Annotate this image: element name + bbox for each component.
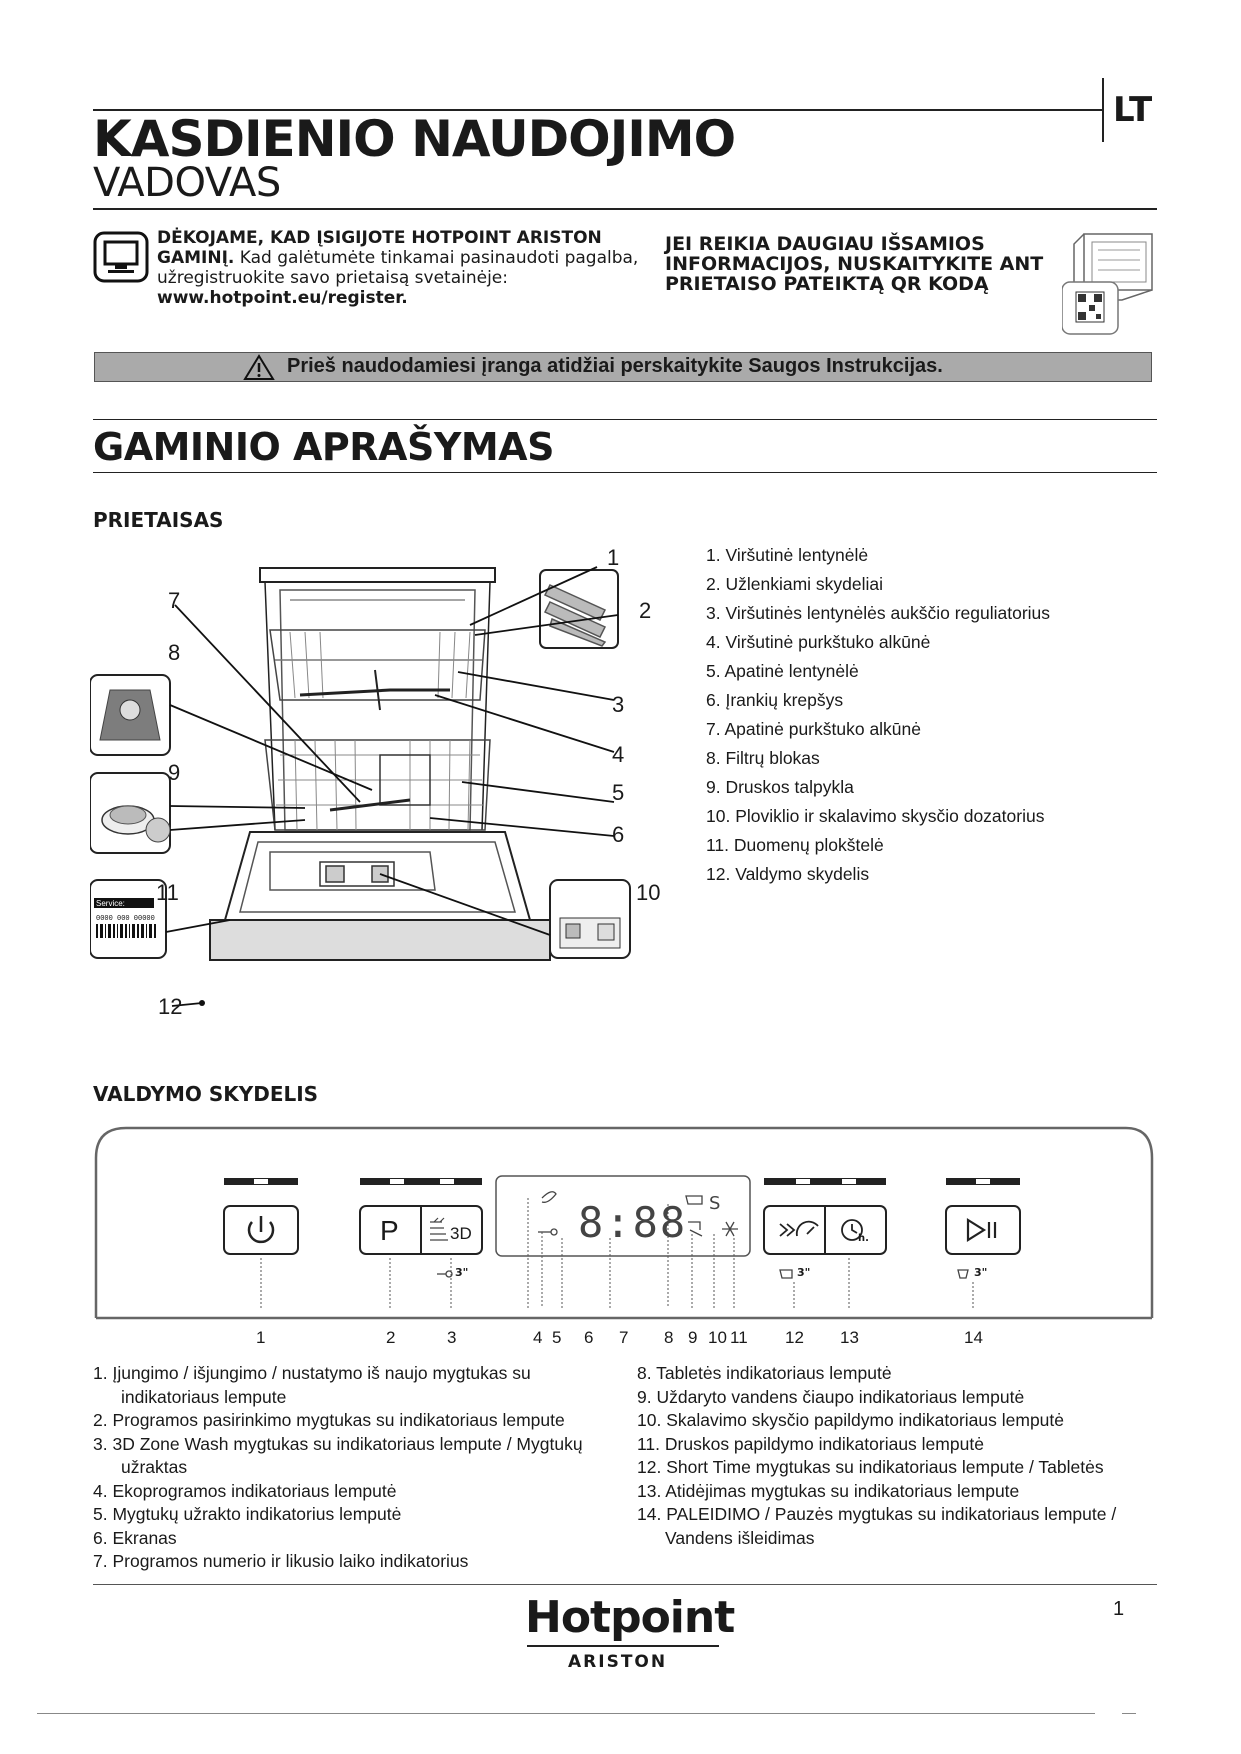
- controls-list-right: [637, 1362, 1157, 1550]
- controls-list-left: [93, 1362, 633, 1574]
- warning-triangle-icon: [243, 354, 275, 381]
- callout-5: 5: [612, 780, 625, 805]
- rating-plate-label: Service:: [96, 899, 125, 908]
- callout-7: 7: [168, 588, 181, 613]
- panel-callout-13: 13: [840, 1328, 859, 1347]
- callout-12: 12: [158, 994, 183, 1019]
- appliance-heading: PRIETAISAS: [93, 508, 224, 532]
- drain-hint: 3": [974, 1266, 988, 1279]
- panel-callout-2: 2: [386, 1328, 396, 1347]
- list-item: 10. Skalavimo skysčio papildymo indikatoriaus lemputė: [637, 1410, 1065, 1430]
- program-button-label[interactable]: P: [380, 1215, 399, 1246]
- list-item: 5. Apatinė lentynėlė: [706, 661, 859, 681]
- footer-bottom-rule: [37, 1713, 1095, 1714]
- list-item: 4. Viršutinė purkštuko alkūnė: [706, 632, 931, 652]
- list-item: 8. Filtrų blokas: [706, 748, 820, 768]
- list-item: 9. Uždaryto vandens čiaupo indikatoriaus lemputė: [637, 1386, 1025, 1407]
- panel-callout-10: 10: [708, 1328, 727, 1347]
- list-item: 3. 3D Zone Wash mygtukas su indikatoriaus lempute / Mygtukų užraktas: [93, 1433, 583, 1477]
- list-item: 12. Short Time mygtukas su indikatoriaus lempute / Tabletės: [637, 1457, 1104, 1477]
- section-bottom-rule: [93, 472, 1157, 473]
- lock-hint: 3": [455, 1266, 469, 1279]
- list-item: 2. Užlenkiami skydeliai: [706, 574, 884, 594]
- callout-9: 9: [168, 760, 181, 785]
- zone-wash-button-label[interactable]: 3D: [450, 1224, 472, 1243]
- list-item: 7. Apatinė purkštuko alkūnė: [706, 719, 922, 739]
- list-item: 4. Ekoprogramos indikatoriaus lemputė: [93, 1480, 397, 1501]
- panel-callout-7: 7: [619, 1328, 629, 1347]
- list-item: 8. Tabletės indikatoriaus lemputė: [637, 1363, 892, 1383]
- control-panel-heading: VALDYMO SKYDELIS: [93, 1082, 319, 1106]
- list-item: 14. PALEIDIMO / Pauzės mygtukas su indikatoriaus lempute / Vandens išleidimas: [637, 1504, 1117, 1548]
- list-item: 3. Viršutinės lentynėlės aukščio reguliatorius: [706, 603, 1051, 623]
- section-top-rule: [93, 419, 1157, 420]
- list-item: 6. Įrankių krepšys: [706, 690, 844, 710]
- panel-callout-5: 5: [552, 1328, 562, 1347]
- panel-callout-8: 8: [664, 1328, 674, 1347]
- safety-warning-text: Prieš naudodamiesi įranga atidžiai perskaitykite Saugos Instrukcijas.: [287, 355, 943, 377]
- list-item: 9. Druskos talpykla: [706, 777, 854, 797]
- page-number: 1: [1113, 1598, 1125, 1620]
- list-item: 2. Programos pasirinkimo mygtukas su indikatoriaus lempute: [93, 1410, 565, 1430]
- header-vertical-rule: [1102, 78, 1104, 142]
- page-title: KASDIENIO NAUDOJIMO: [93, 110, 736, 168]
- panel-callout-6: 6: [584, 1328, 594, 1347]
- list-item: 5. Mygtukų užrakto indikatorius lemputė: [93, 1504, 402, 1524]
- rating-plate-number: 0000 000 00000: [96, 915, 155, 923]
- list-item: 1. Įjungimo / išjungimo / nustatymo iš naujo mygtukas su indikatoriaus lempute: [93, 1363, 531, 1407]
- monitor-icon: [93, 231, 149, 283]
- callout-2: 2: [639, 598, 652, 623]
- panel-callout-11: 11: [730, 1328, 748, 1347]
- language-code: LT: [1113, 90, 1153, 130]
- list-item: 1. Viršutinė lentynėlė: [706, 545, 869, 565]
- qr-code-dishwasher-icon: [1062, 230, 1158, 336]
- footer-top-rule: [93, 1584, 1157, 1585]
- panel-callout-12: 12: [785, 1328, 804, 1347]
- logo-underline: [527, 1645, 719, 1647]
- salt-indicator-icon: S: [709, 1193, 721, 1214]
- list-item: 11. Druskos papildymo indikatoriaus lemputė: [637, 1433, 984, 1454]
- brand-sub-logo: ARISTON: [568, 1652, 668, 1672]
- callout-8: 8: [168, 640, 181, 665]
- qr-info-text: JEI REIKIA DAUGIAU IŠSAMIOS INFORMACIJOS, NUSKAITYKITE ANT PRIETAISO PATEIKTĄ QR KODĄ: [665, 233, 1044, 295]
- panel-callout-3: 3: [447, 1328, 457, 1347]
- register-link[interactable]: www.hotpoint.eu/register.: [157, 288, 408, 308]
- page-subtitle: VADOVAS: [93, 160, 281, 206]
- panel-callout-9: 9: [688, 1328, 698, 1347]
- callout-6: 6: [612, 822, 625, 847]
- list-item: 7. Programos numerio ir likusio laiko indikatorius: [93, 1551, 469, 1571]
- parts-list: [706, 541, 1050, 889]
- list-item: 10. Ploviklio ir skalavimo skysčio dozatorius: [706, 806, 1045, 826]
- list-item: 11. Duomenų plokštelė: [706, 835, 884, 855]
- callout-11: 11: [156, 880, 179, 905]
- list-item: 12. Valdymo skydelis: [706, 864, 870, 884]
- panel-callout-14: 14: [964, 1328, 983, 1347]
- display-digits: 8:88: [578, 1198, 688, 1247]
- footer-tick: [1122, 1713, 1136, 1714]
- list-item: 6. Ekranas: [93, 1527, 177, 1548]
- callout-1: 1: [607, 545, 620, 570]
- delay-button-label[interactable]: h.: [858, 1233, 869, 1244]
- callout-4: 4: [612, 742, 625, 767]
- brand-logo: Hotpoint: [525, 1592, 735, 1643]
- tablet-hint: 3": [797, 1266, 811, 1279]
- callout-3: 3: [612, 692, 625, 717]
- thanks-text: DĖKOJAME, KAD ĮSIGIJOTE HOTPOINT ARISTON GAMINĮ.: [157, 228, 602, 268]
- safety-warning-bar: [94, 352, 1152, 382]
- callout-10: 10: [636, 880, 661, 905]
- panel-callout-1: 1: [256, 1328, 266, 1347]
- panel-callout-4: 4: [533, 1328, 543, 1347]
- register-instructions: Kad galėtumėte tinkamai pasinaudoti pagalba, užregistruokite savo prietaisą svetainėje:: [157, 248, 639, 288]
- registration-text: [157, 228, 647, 308]
- list-item: 13. Atidėjimas mygtukas su indikatoriaus lempute: [637, 1480, 1020, 1501]
- header-bottom-rule: [93, 208, 1157, 210]
- section-title: GAMINIO APRAŠYMAS: [93, 425, 554, 469]
